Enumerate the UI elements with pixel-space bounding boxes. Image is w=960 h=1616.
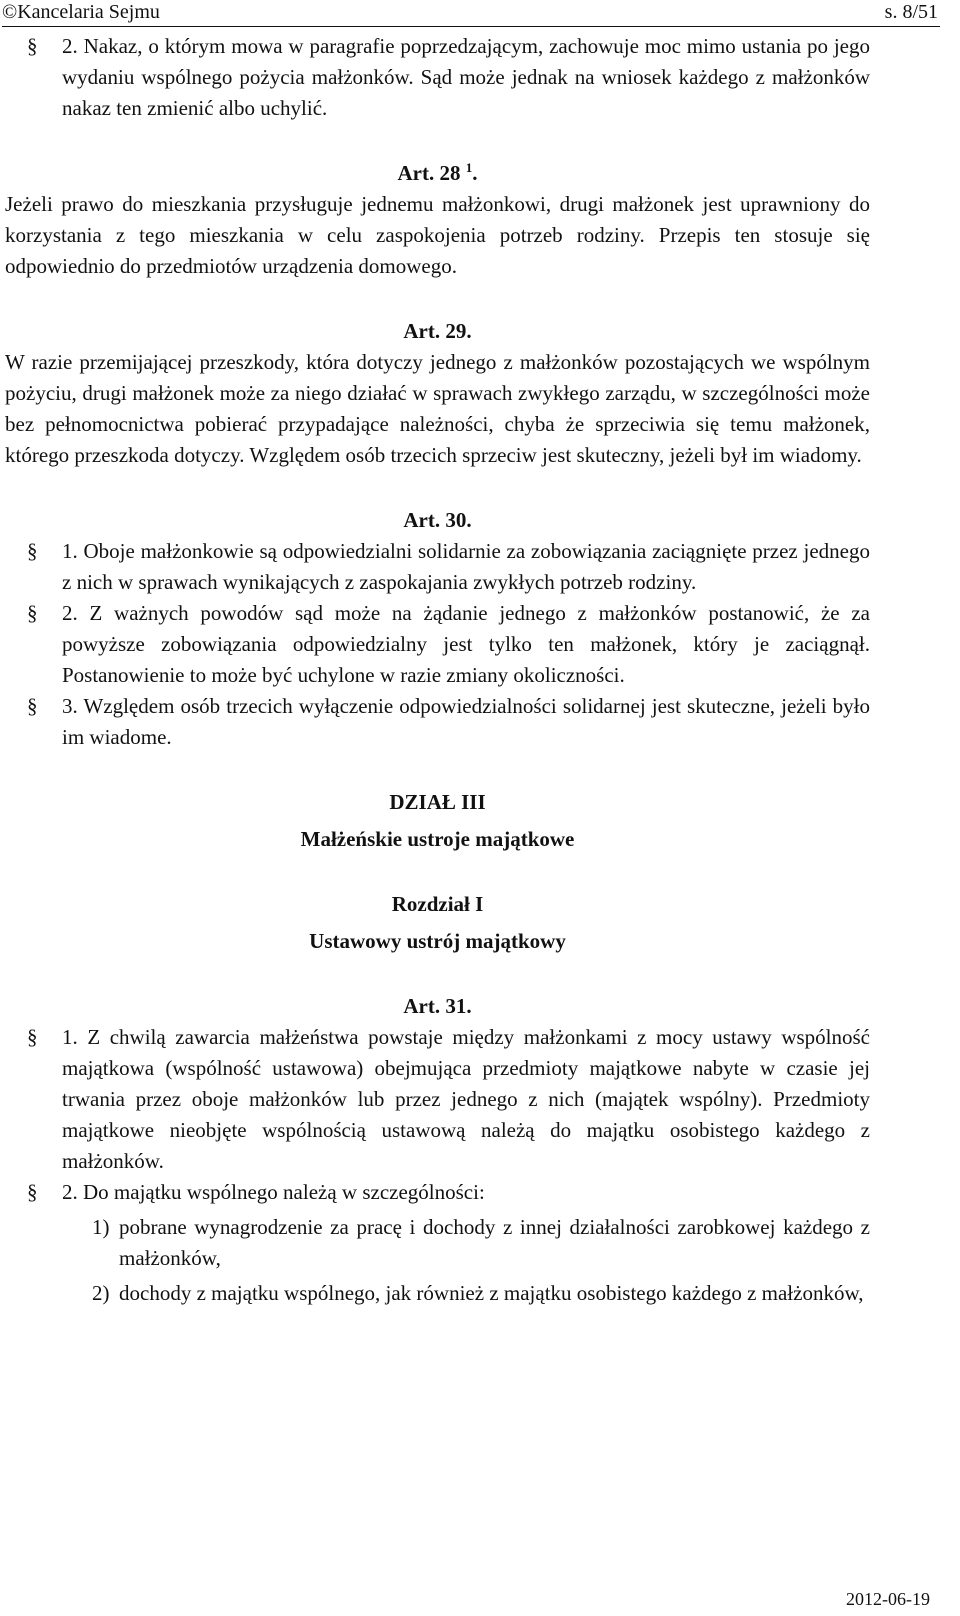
art30-paragraph-2 (5, 598, 870, 691)
art30-title: Art. 30. (403, 508, 472, 532)
item-text: dochody z majątku wspólnego, jak również z majątku osobistego każdego z małżonków, (119, 1281, 864, 1305)
art31-item (5, 1278, 870, 1309)
art31-item (5, 1212, 870, 1274)
item-text: pobrane wynagrodzenie za pracę i dochody z innej działalności zarobkowej każdego z małżonków, (119, 1215, 870, 1270)
superscript: 1 (465, 160, 473, 175)
section-symbol: § (27, 694, 38, 718)
paragraph-text: 1. Z chwilą zawarcia małżeństwa powstaje między małżonkami z mocy ustawy wspólność majątkowa (wspólność ustawowa) obejmująca przedmioty majątkowe nabyte w czasie jej trwania przez oboje małżonków lub przez jednego z nich (majątek wspólny). Przedmioty majątkowe nieobjęte wspólnością ustawową należą do majątku osobistego każdego z małżonków. (62, 1025, 870, 1173)
dzial-subtitle: Małżeńskie ustroje majątkowe (300, 827, 575, 851)
art31-paragraph-1 (5, 1022, 870, 1177)
header-copyright: ©Kancelaria Sejmu (2, 0, 940, 27)
paragraph-text: 2. Z ważnych powodów sąd może na żądanie jednego z małżonków postanowić, że za powyższe zobowiązania odpowiedzialny jest tylko ten małżonek, który je zaciągnął. Postanowienie to może być uchylone w razie zmiany okoliczności. (62, 601, 870, 687)
page-number: s. 8/51 (884, 1, 938, 23)
section-symbol: § (27, 1180, 38, 1204)
item-number: 1) (92, 1215, 110, 1239)
dzial-title: DZIAŁ III (389, 790, 486, 814)
paragraph-text: 1. Oboje małżonkowie są odpowiedzialni solidarnie za zobowiązania zaciągnięte przez jednego z nich w sprawach wynikających z zaspokajania zwykłych potrzeb rodziny. (62, 539, 870, 594)
section-symbol: § (27, 601, 38, 625)
item-number: 2) (92, 1281, 110, 1305)
section-symbol: § (27, 1025, 38, 1049)
art30-paragraph-1 (5, 536, 870, 598)
art28-1-title: Art. 28 $^1$. (397, 160, 478, 185)
section-symbol: § (27, 34, 38, 58)
art29-title: Art. 29. (403, 319, 472, 343)
rozdzial-subtitle: Ustawowy ustrój majątkowy (309, 929, 566, 953)
art31-title: Art. 31. (403, 994, 472, 1018)
section-symbol: § (27, 539, 38, 563)
paragraph-text: 2. Do majątku wspólnego należą w szczególności: (62, 1180, 485, 1204)
document-body (5, 31, 870, 1309)
art30-paragraph-3 (5, 691, 870, 753)
paragraph-text: 3. Względem osób trzecich wyłączenie odpowiedzialności solidarnej jest skuteczne, jeżeli było im wiadome. (62, 694, 870, 749)
paragraph-text: 2. Nakaz, o którym mowa w paragrafie poprzedzającym, zachowuje moc mimo ustania po jego wydaniu wspólnego pożycia małżonków. Sąd może jednak na wniosek każdego z małżonków nakaz ten zmienić albo uchylić. (62, 34, 870, 120)
art28-paragraph-2 (5, 31, 870, 124)
art28-1-text: Jeżeli prawo do mieszkania przysługuje jednemu małżonkowi, drugi małżonek jest uprawniony do korzystania z tego mieszkania w celu zaspokojenia potrzeb rodziny. Przepis ten stosuje się odpowiednio do przedmiotów urządzenia domowego. (5, 192, 870, 278)
art29-text: W razie przemijającej przeszkody, która dotyczy jednego z małżonków pozostających we wspólnym pożyciu, drugi małżonek może za niego działać w sprawach zwykłego zarządu, w szczególności może bez pełnomocnictwa pobierać przypadające należności, chyba że sprzeciwia się temu małżonek, którego przeszkoda dotyczy. Względem osób trzecich sprzeciw jest skuteczny, jeżeli był im wiadomy. (5, 350, 870, 467)
rozdzial-title: Rozdział I (391, 892, 484, 916)
art31-paragraph-2 (5, 1177, 870, 1208)
document-date: 2012-06-19 (846, 1589, 930, 1609)
